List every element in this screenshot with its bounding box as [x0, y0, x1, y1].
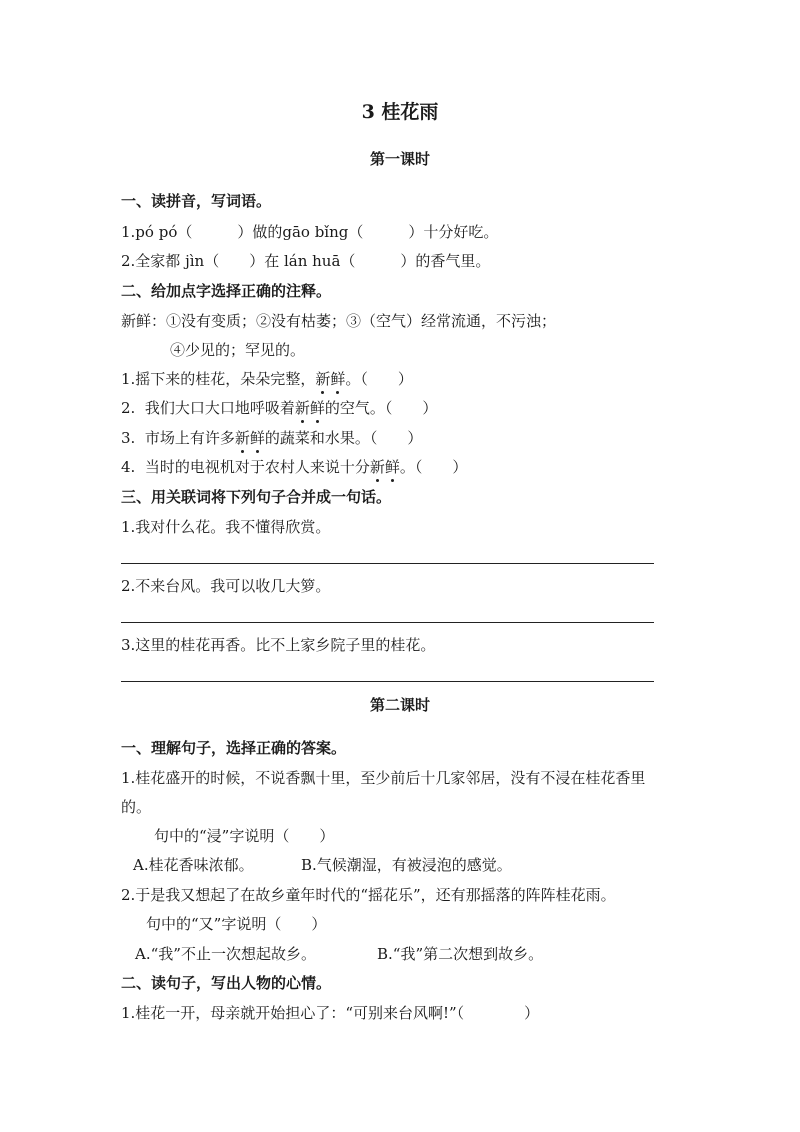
dotted-char: 新: [315, 370, 331, 388]
lesson2-heading: 第二课时: [369, 696, 430, 714]
l1-s2-question-4: [121, 457, 467, 477]
l1-s3-question-3: 3.这里的桂花再香。比不上家乡院子里的桂花。: [121, 636, 436, 654]
l2-section1-heading: 一、理解句子，选择正确的答案。: [121, 739, 347, 757]
question-tail: 的空气。（ ）: [324, 399, 438, 417]
question-text: 4. 当时的电视机对于农村人来说十分: [121, 458, 370, 476]
dotted-char: 新: [294, 399, 310, 417]
dotted-char: 鲜: [249, 429, 265, 447]
page-title: 3 桂花雨: [361, 101, 439, 123]
l1-s2-question-1: [121, 369, 413, 389]
dotted-word: [235, 429, 265, 447]
l1-section2-heading: 二、给加点字选择正确的注释。: [121, 282, 332, 300]
dotted-char: 鲜: [384, 458, 400, 476]
l2-section2-heading: 二、读句子，写出人物的心情。: [121, 974, 332, 992]
dotted-word: [315, 370, 345, 388]
dotted-char: 鲜: [330, 370, 346, 388]
dotted-char: 新: [234, 429, 250, 447]
dotted-char: 鲜: [309, 399, 325, 417]
question-tail: 的蔬菜和水果。（ ）: [264, 429, 423, 447]
dotted-word: [370, 458, 400, 476]
l2-s1-question-2-prompt: 句中的“又”字说明（ ）: [146, 915, 327, 933]
l1-s2-question-2: [121, 398, 437, 418]
question-text: 2. 我们大口大口地呼吸着: [121, 399, 295, 417]
l1-section3-heading: 三、用关联词将下列句子合并成一句话。: [121, 488, 392, 506]
l1-section1-heading: 一、读拼音，写词语。: [121, 192, 272, 210]
l2-s1-question-2-line-1: 2.于是我又想起了在故乡童年时代的“摇花乐”，还有那摇落的阵阵桂花雨。: [121, 886, 616, 904]
l1-s2-question-3: [121, 428, 422, 448]
option-b: B.气候潮湿，有被浸泡的感觉。: [301, 856, 512, 874]
l2-s1-question-1-line-1: 1.桂花盛开的时候，不说香飘十里，至少前后十几家邻居，没有不浸在桂花香里: [121, 769, 646, 787]
l1-s1-question-2: 2.全家都 jìn（ ）在 lán huā（ ）的香气里。: [121, 252, 491, 270]
option-a: A.“我”不止一次想起故乡。: [135, 945, 316, 963]
l1-s1-question-1: 1.pó pó（ ）做的gāo bǐng（ ）十分好吃。: [121, 223, 499, 241]
l2-s2-question-1: 1.桂花一开，母亲就开始担心了：“可别来台风啊!”（ ）: [121, 1004, 540, 1022]
answer-line: [121, 563, 654, 564]
question-tail: 。（ ）: [345, 370, 413, 388]
answer-line: [121, 622, 654, 623]
l2-s1-question-1-line-2: 的。: [121, 798, 152, 816]
l1-s3-question-1: 1.我对什么花。我不懂得欣赏。: [121, 518, 331, 536]
option-a: A.桂花香味浓郁。: [133, 856, 254, 874]
dotted-char: 新: [369, 458, 385, 476]
question-tail: 。（ ）: [399, 458, 468, 476]
question-text: 3. 市场上有许多: [121, 429, 235, 447]
definition-line-2: ④少见的；罕见的。: [170, 341, 306, 359]
answer-line: [121, 681, 654, 682]
l2-s1-question-1-prompt: 句中的“浸”字说明（ ）: [154, 827, 335, 845]
lesson1-heading: 第一课时: [369, 150, 430, 168]
l1-s3-question-2: 2.不来台风。我可以收几大箩。: [121, 577, 331, 595]
definition-line-1: 新鲜：①没有变质；②没有枯萎；③（空气）经常流通，不污浊；: [121, 312, 557, 330]
option-b: B.“我”第二次想到故乡。: [377, 945, 544, 963]
dotted-word: [295, 399, 325, 417]
question-text: 1.摇下来的桂花，朵朵完整，: [121, 370, 316, 388]
